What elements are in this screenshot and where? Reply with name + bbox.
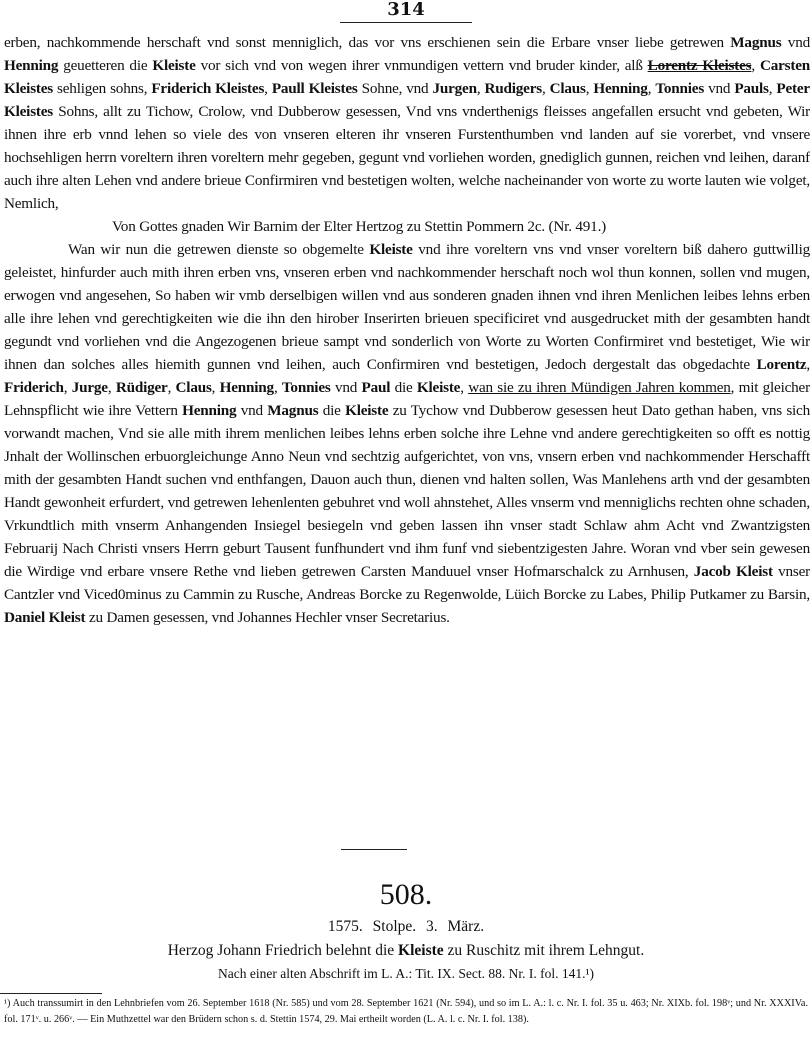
emphasized-name: Kleiste: [416, 379, 461, 396]
text-run: ,: [585, 80, 594, 97]
emphasized-name: Jurgen: [432, 80, 477, 97]
text-run: Von Gottes gnaden Wir Barnim der Elter Hertzog zu Stettin Pommern 2c. (Nr. 491.): [112, 218, 607, 235]
footnote-rule: [0, 993, 102, 994]
emphasized-name: Jacob Kleist: [693, 563, 773, 580]
text-run: geuetteren die: [58, 57, 153, 74]
document-number: 508.: [379, 878, 433, 911]
text-run: Herzog Johann Friedrich belehnt die: [167, 942, 399, 959]
emphasized-name: Peter Kleistes: [4, 80, 810, 120]
text-run: ,: [476, 80, 485, 97]
emphasized-name: Rudigers: [484, 80, 542, 97]
emphasized-name: Tonnies: [655, 80, 705, 97]
text-run: vnd: [704, 80, 735, 97]
text-run: vnd: [330, 379, 362, 396]
emphasized-name: Kleiste: [345, 402, 389, 419]
text-run: erben, nachkommende herschaft vnd sonst menniglich, das vor vns erschienen sein die Erbare vnser liebe getrewen: [4, 34, 731, 51]
header-rule: [340, 22, 472, 23]
text-run: die: [390, 379, 417, 396]
text-run: ,: [751, 57, 760, 74]
marked-text: wan sie zu ihren Mündigen Jahren kommen: [468, 379, 731, 396]
paragraph-confirmation: [4, 238, 810, 629]
emphasized-name: Henning: [219, 379, 274, 396]
document-body: [4, 31, 810, 821]
text-run: ,: [647, 80, 656, 97]
emphasized-name: Daniel Kleist: [4, 609, 86, 626]
text-run: Sohne, vnd: [357, 80, 433, 97]
paragraph-inserted-charter-reference: [4, 215, 810, 238]
document-summary: [0, 940, 812, 962]
emphasized-name: Tonnies: [281, 379, 331, 396]
text-run: ,: [460, 379, 469, 396]
emphasized-name: Lorentz Kleistes: [647, 57, 752, 74]
text-run: zu Tychow vnd Dubberow gesessen heut Dato gethan haben, vns sich vorwandt machen, Vnd sie alle mith ihrem menlichen leibes lehns erben solche ihre Lehne vnd andere gerechtigkeiten so offt es nottig Jnhalt der Wollinschen erbuorgleichunge Anno Neun vnd sechtzig aufgerichtet, von vns, vnsern erben vnd nachkommender Herschafft mith der gesambten Handt suchen vnd enthfangen, Dauon auch thun, dienen vnd halten sollen, Was Manlehens arth vnd der gesambten Handt gewonheit erfurdert, vnd getrewen lehenlenten gebuhret vnd woll ahnstehet, Alles vnserm vnd menniglichs rechten ohne schaden, Vrkundtlich mith vnserm Anhangenden Insiegel besiegeln vnd geben lassen ihn vnser stadt Schlaw ahm Acht vnd Zwantzigsten Februarij Nach Christi vnsers Herrn geburt Tausent funfhundert vnd ihm funf vnd siebentzigesten Jahre. Woran vnd vber sein gewesen die Wirdige vnd erbare vnsere Rethe vnd lieben getrewen Carsten Manduuel vnser Hofmarschalck zu Arnhusen,: [4, 402, 810, 580]
text-run: sehligen sohns,: [53, 80, 152, 97]
emphasized-name: Paull Kleistes: [271, 80, 358, 97]
text-run: ,: [541, 80, 550, 97]
emphasized-name: Magnus: [267, 402, 319, 419]
emphasized-name: Henning: [593, 80, 648, 97]
emphasized-name: Friderich: [4, 379, 64, 396]
text-run: vnd: [236, 402, 268, 419]
text-run: Wan wir nun die getrewen dienste so obgemelte: [68, 241, 370, 258]
emphasized-name: Kleiste: [369, 241, 413, 258]
emphasized-name: Lorentz: [756, 356, 807, 373]
text-run: ,: [273, 379, 282, 396]
emphasized-name: Claus: [549, 80, 586, 97]
text-run: ,: [264, 80, 272, 97]
emphasized-name: Kleiste: [398, 942, 444, 959]
document-date-place: 1575. Stolpe. 3. März.: [327, 918, 485, 935]
section-divider: [341, 849, 407, 850]
text-run: ,: [167, 379, 176, 396]
emphasized-name: Kleiste: [152, 57, 196, 74]
text-run: ,: [211, 379, 220, 396]
page-number: 314: [387, 0, 425, 20]
text-run: ¹) Auch transsumirt in den Lehnbriefen vom 26. September 1618 (Nr. 585) und vom 28. September 1621 (Nr. 594), und so im L. A.: l. c. Nr. I. fol. 35 u. 463; Nr. XIXb. fol. 198ᵛ; und Nr. XXXIVa. fol. 171ᵛ. u. 266ᵛ. — Ein Muthzettel war den Brüdern schon s. d. Stettin 1574, 29. Mai ertheilt worden (L. A. l. c. Nr. I. fol. 138).: [4, 998, 808, 1025]
emphasized-name: Friderich Kleistes: [151, 80, 265, 97]
text-run: ,: [63, 379, 72, 396]
text-run: die: [318, 402, 346, 419]
text-run: zu Damen gesessen, vnd Johannes Hechler vnser Secretarius.: [85, 609, 450, 626]
emphasized-name: Paul: [361, 379, 391, 396]
emphasized-name: Carsten Kleistes: [4, 57, 810, 97]
text-run: vnd ihre voreltern vns vnd vnser voreltern biß dahero guttwillig geleistet, hinfurder auch mith ihren erben vns, vnseren erben vnd nachkommender herschaft noch wol thun konnen, sollen vnd mugen, erwogen vnd angesehen, So haben wir vmb derselbigen willen vnd aus sonderen gnaden ihnen vnd ihren Menlichen leibes lehns erben alle ihre lehen vnd gerechtigkeiten wie die ihn den hirober Inserirten brieuen specificiret vnd ausgedrucket mith der gesambten handt gegundt vnd vorliehen vnd die Angezogenen brieue sampt vnd sonderlich von Worte zu Worten Confirmiret vnd bestetiget, Wie wir ihnen dan solches alles hiemith gunnen vnd leihen, auch Confirmiren vnd bestetigen, Jedoch dergestalt das obgedachte: [4, 241, 810, 373]
emphasized-name: Henning: [182, 402, 237, 419]
source-citation: Nach einer alten Abschrift im L. A.: Tit. IX. Sect. 88. Nr. I. fol. 141.¹): [218, 966, 594, 981]
text-run: zu Ruschitz mit ihrem Lehngut.: [443, 942, 645, 959]
text-run: vnser Cantzler vnd Viced0minus zu Cammin zu Rusche, Andreas Borcke zu Regenwolde, Lüich Borcke zu Labes, Philip Putkamer zu Barsin,: [4, 563, 810, 603]
emphasized-name: Jurge: [71, 379, 108, 396]
text-run: vnd: [781, 34, 810, 51]
emphasized-name: Henning: [4, 57, 59, 74]
text-run: Sohns, allt zu Tichow, Crolow, vnd Dubberow gesessen, Vnd vns vnderthenigs fleisses angefallen ersucht vnd gebeten, Wir ihnen ihre erb vnnd lehen so viele des von vnseren elteren ihr vnseren Furstenthumben vnd landen auf sie vorerbet, vnd vnsere hochsehligen herrn voreltern ihren voreltern mehr gegeben, gegunt vnd vorliehen worden, gnediglich gunnen, reichen vnd leihen, daranf auch ihre alten Lehen vnd andere brieue Confirmiren vnd bestetigen wolten, welche nacheinander von worte zu worte lauten wie volget, Nemlich,: [4, 103, 810, 212]
text-run: ,: [768, 80, 777, 97]
emphasized-name: Rüdiger: [115, 379, 168, 396]
text-run: ,: [107, 379, 116, 396]
paragraph-opening: [4, 31, 810, 215]
text-run: , mit gleicher Lehnspflicht wie ihre Vettern: [4, 379, 810, 419]
emphasized-name: Magnus: [730, 34, 782, 51]
text-run: vor sich vnd von wegen ihrer vnmundigen vettern vnd bruder kinder, alß: [195, 57, 648, 74]
footnote: [4, 996, 808, 1052]
emphasized-name: Claus: [175, 379, 212, 396]
text-run: ,: [806, 356, 810, 373]
emphasized-name: Pauls: [734, 80, 769, 97]
